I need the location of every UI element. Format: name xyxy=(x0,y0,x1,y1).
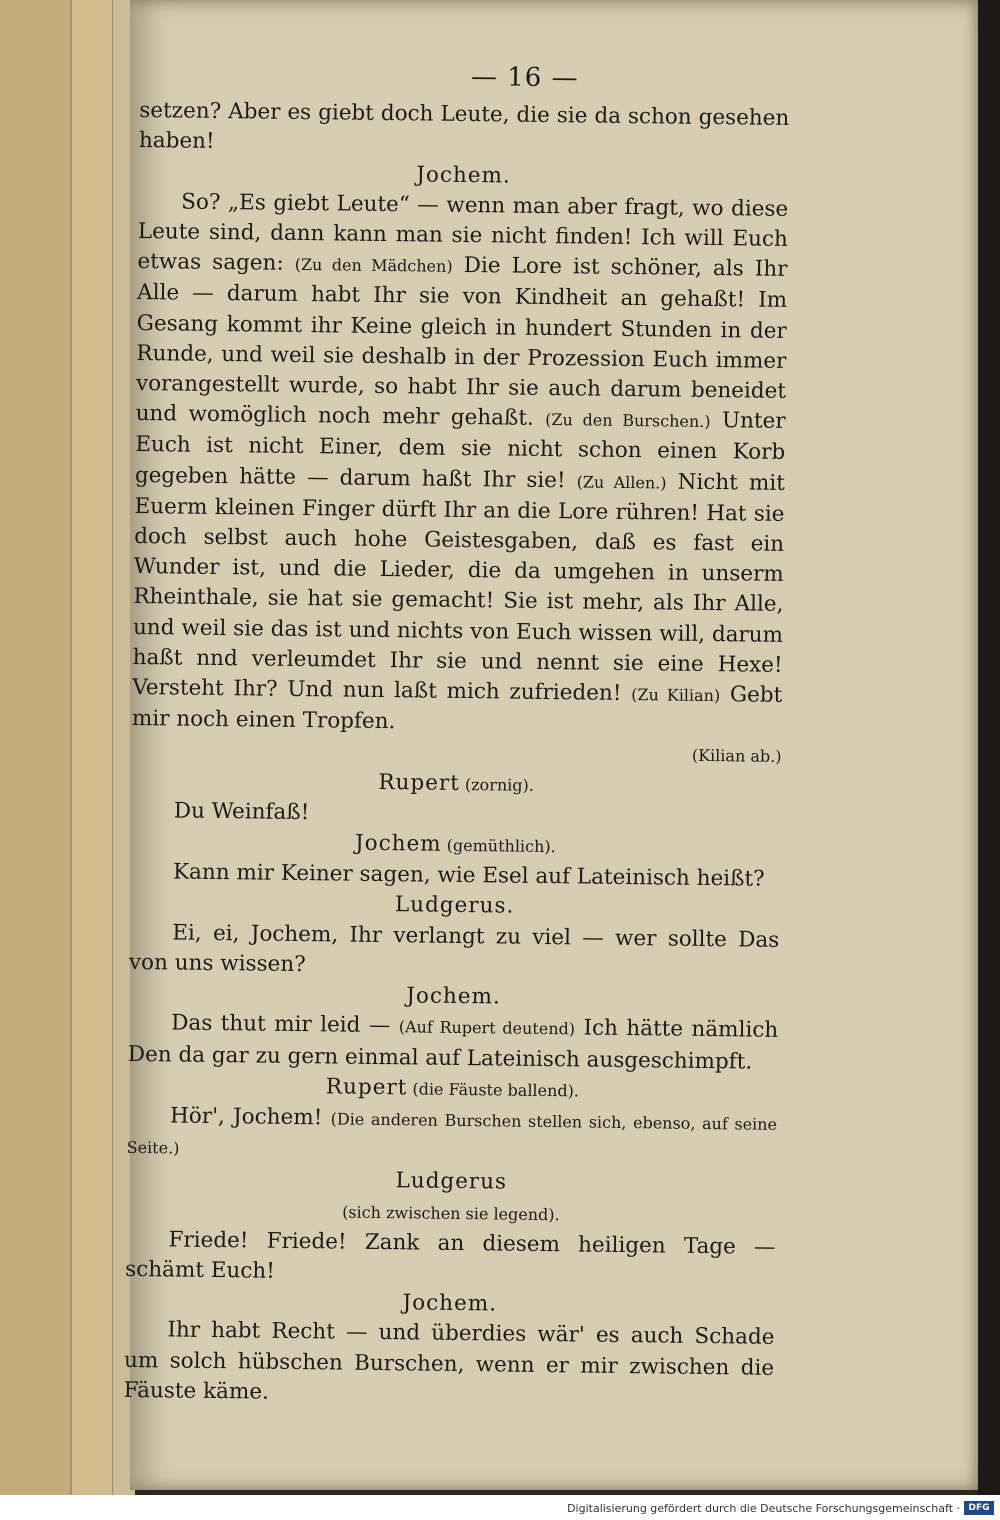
dialogue-text: Gebt mir noch einen Tropfen. xyxy=(131,682,783,735)
page-text xyxy=(124,58,790,1414)
stage-direction: (Kilian ab.) xyxy=(691,746,782,767)
dialogue-text: Ei, ei, Jochem, Ihr verlangt zu viel — wer sollte Das von uns wissen? xyxy=(128,920,780,977)
footer-bar xyxy=(0,1497,1000,1520)
dialogue-text: setzen? Aber es giebt doch Leute, die sie da schon gesehen haben! xyxy=(138,98,790,155)
dialogue-text: Kann mir Keiner sagen, wie Esel auf Lateinisch heißt? xyxy=(172,859,765,892)
dialogue-paragraph xyxy=(139,96,790,164)
speaker-name: Rupert xyxy=(325,1074,408,1101)
stage-direction: (die Fäuste ballend). xyxy=(407,1079,580,1101)
stage-direction: (Zu Kilian) xyxy=(631,685,721,706)
dialogue-paragraph xyxy=(126,1101,777,1171)
speaker-name: Ludgerus xyxy=(395,1168,508,1195)
stage-direction: (zornig). xyxy=(459,774,534,795)
dialogue-text: Die Lore ist schöner, als Ihr Alle — darum habt Ihr sie von Kindheit an gehaßt! Im Gesang kommt ihr Keine gleich in hundert Stunden in der Runde, und weil sie deshalb in der Prozession Euch immer vorangestellt wurde, so habt Ihr sie auch darum beneidet und womöglich noch mehr gehaßt. xyxy=(135,253,788,432)
dialogue-text: So? „Es giebt Leute“ — wenn man aber fragt, wo diese Leute sind, dann kann man sie nicht finden! Ich will Euch etwas sagen: xyxy=(137,189,789,277)
dialogue-paragraph xyxy=(129,918,780,986)
stage-direction: (gemüthlich). xyxy=(441,835,556,857)
dialogue-paragraph xyxy=(132,187,789,743)
dialogue-text: Ihr habt Recht — und überdies wär' es auch Schade um solch hübschen Burschen, wenn er mir zwischen die Fäuste käme. xyxy=(123,1317,775,1405)
page-shadow xyxy=(978,0,1000,1495)
dialogue-text: Ich hätte nämlich Den da gar zu gern einmal auf Lateinisch ausgeschimpft. xyxy=(127,1015,779,1075)
dialogue-text: Das thut mir leid — xyxy=(171,1010,399,1039)
dialogue-paragraph xyxy=(125,1225,776,1293)
stage-direction: (Zu den Burschen.) xyxy=(545,410,711,432)
speaker-name: Jochem xyxy=(354,830,442,857)
dialogue-text: Unter Euch ist nicht Einer, dem sie nicht schon einen Korb gegeben hätte — darum haßt Ihr sie! xyxy=(134,408,786,494)
stage-direction: (Zu den Mädchen) xyxy=(294,255,453,277)
speaker-name: Jochem. xyxy=(402,1290,498,1317)
dialogue-text: Nicht mit Euerm kleinen Finger dürft Ihr an die Lore rühren! Hat sie doch selbst auch hohe Geistesgaben, daß es fast ein Wunder ist, und die Lieder, die da umgehen in unserm Rheinthale, sie hat sie gemacht! Sie ist mehr, als Ihr Alle, und weil sie das ist und nichts von Euch wissen will, darum haßt nnd verleumdet Ihr sie und nennt sie eine Hexe! Versteht Ihr? Und nun laßt mich zufrieden! xyxy=(132,469,786,707)
speaker-name: Rupert xyxy=(378,769,461,796)
speaker-name: Ludgerus. xyxy=(394,892,515,920)
text-blocks xyxy=(124,96,790,1414)
dialogue-paragraph xyxy=(124,1315,775,1414)
dialogue-text: Du Weinfaß! xyxy=(173,798,310,825)
dialogue-text: Hör', Jochem! xyxy=(169,1103,331,1131)
stage-direction: (Auf Rupert deutend) xyxy=(398,1017,576,1039)
speaker-name: Jochem. xyxy=(416,161,511,189)
speaker-name: Jochem. xyxy=(406,983,501,1010)
page-number: — 16 — xyxy=(470,62,579,94)
dialogue-paragraph xyxy=(128,1008,779,1077)
stage-direction: (Zu Allen.) xyxy=(576,472,667,493)
funding-credit: Digitalisierung gefördert durch die Deutsche Forschungsgemeinschaft · xyxy=(567,1502,960,1515)
dfg-logo: DFG xyxy=(964,1501,994,1515)
stage-direction: (sich zwischen sie legend). xyxy=(342,1202,560,1224)
dialogue-text: Friede! Friede! Zank an diesem heiligen Tage — schämt Euch! xyxy=(125,1227,776,1284)
stage-direction: (Die anderen Burschen stellen sich, ebenso, auf seine Seite.) xyxy=(126,1109,778,1158)
